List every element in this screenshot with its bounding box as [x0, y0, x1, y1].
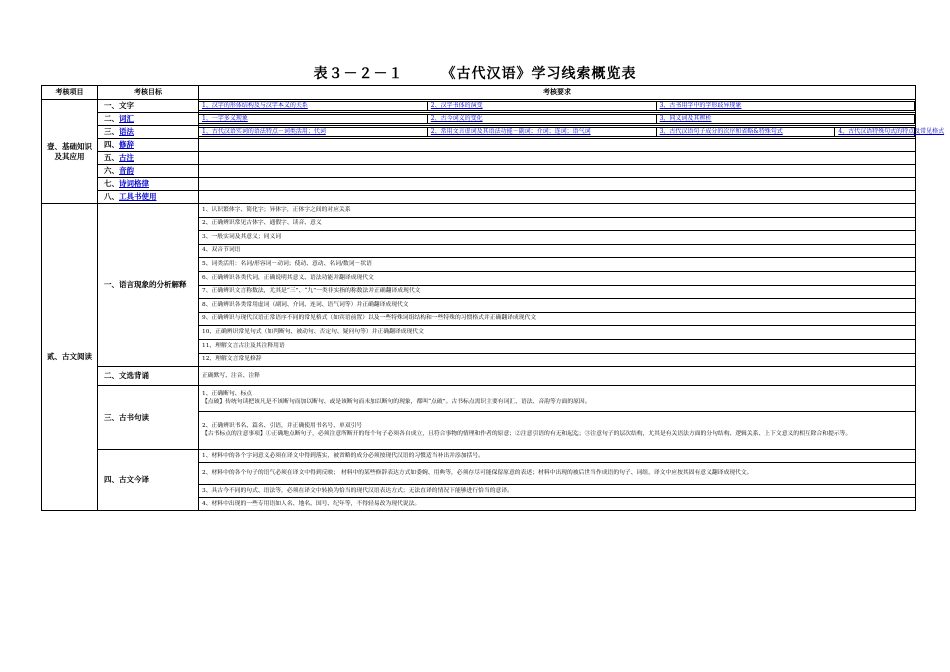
table-row	[42, 178, 916, 191]
category-reading: 贰、古文阅读	[42, 204, 98, 511]
objective-shici: 七、诗词格律	[98, 178, 199, 191]
req-link[interactable]: 3、同义词及其辨析	[656, 115, 914, 124]
requirement-item: 6、正确辨识各类代词，正确说明其意义、语法功能并翻译成现代文	[199, 271, 916, 285]
objective-translation: 四、古文今译	[98, 450, 199, 511]
requirement-item: 1、材料中的各个字词意义必须在译文中得到落实，被省略的成分必须按现代汉语的习惯适当补出并添加括号。	[199, 450, 916, 463]
objective-link[interactable]: 工具书使用	[119, 192, 157, 202]
requirement-note: 【点破】传统句读把该凡是不该断句而加以断句、或是该断句而未加以断句的现象，都叫“点破”。古书标点需识主要有词汇、语法、音韵等方面的原因。	[202, 398, 591, 405]
table-row	[42, 191, 916, 204]
requirement-item: 9、正确辨识与现代汉语正常语序不同的常见格式（如宾语前置）以及一些特殊词组结构和一些特殊的习惯格式并正确翻译成现代文	[199, 312, 916, 326]
objective-xiuci: 四、修辞	[98, 139, 199, 152]
table-row	[42, 367, 916, 386]
requirement-item: 4、双音节词语	[199, 244, 916, 258]
requirement-item: 2、正确辨识常见古体字、通假字、读音、意义	[199, 217, 916, 231]
requirement-item: 10、正确辨识常见句式（如判断句、被动句、否定句、疑问句等）并正确翻译成现代文	[199, 326, 916, 340]
table-row	[42, 450, 916, 463]
req-link[interactable]: 2、常用文言虚词及其语法功能－副词；介词；连词；语气词	[427, 128, 656, 137]
header-item: 考核项目	[42, 86, 98, 100]
objective-gongjushu: 八、工具书使用	[98, 191, 199, 204]
requirement-item: 2、正确辨识书名、篇名、引语，并正确使用书名号、单双引号	[202, 423, 363, 430]
requirement-item: 4、材料中出现的一些专用语如人名、地名、国号、纪年等，不得轻易改为现代说法。	[199, 498, 916, 511]
requirement-note: 【古书标点的注意事项】①正确地点断句子，必须注意所断开的每个句子必须各自成立，且符合事物的情理和作者的原意；②注意引语的有无和起迄；③注意句子的层次结构，尤其是有关语法方面的分句结构、逻辑关系、上下文意义的相互除合和提示等。	[202, 430, 852, 437]
table-row	[42, 204, 916, 218]
requirement-item: 12、理解文言常见修辞	[199, 353, 916, 367]
objective-link[interactable]: 古注	[119, 153, 134, 163]
objective-punctuation: 三、古书句读	[98, 386, 199, 450]
table-header-row	[42, 86, 916, 100]
table-row	[42, 126, 916, 139]
objective-cihui: 二、词汇	[98, 113, 199, 126]
objective-memorize: 二、文选背诵	[98, 367, 199, 386]
table-row	[42, 152, 916, 165]
req-link[interactable]: 2、汉字书体的演变	[427, 102, 656, 111]
requirement-item: 正确默写、注音、注释	[199, 367, 916, 386]
requirement-item: 5、词类活用：名词/形容词－动词；使动、意动、名词/数词－状语	[199, 258, 916, 272]
req-link[interactable]: 3、古代汉语句子成分的次序和省略&特殊句式	[656, 128, 835, 137]
header-requirement: 考核要求	[199, 86, 916, 100]
req-link[interactable]: 1、一字多义现象	[199, 115, 427, 124]
requirement-item: 3、一般实词及其意义；同义词	[199, 231, 916, 245]
table-row	[42, 113, 916, 126]
objective-yufa: 三、语法	[98, 126, 199, 139]
category-basic-knowledge: 壹、基础知识及其应用	[42, 100, 98, 204]
study-overview-table	[41, 85, 945, 511]
requirement-item: 11、理解文言古注及其注释用语	[199, 339, 916, 353]
table-row	[42, 100, 916, 113]
req-link[interactable]: 1、汉字的形体结构及与汉字本义的关系	[199, 102, 427, 111]
requirement-item: 1、正确断句、标点	[202, 391, 253, 398]
objective-link[interactable]: 修辞	[119, 140, 134, 150]
requirement-item: 3、具古今不同的句式、语法等，必须在译文中转换为恰当的现代汉语表达方式；无法直译的情况下能够进行恰当的意译。	[199, 485, 916, 498]
requirement-item: 2、材料中的各个句子的语气必须在译文中得到反映； 材料中的某些修辞表达方式如委婉、用典等，必须存尽可能保留原意的表述；材料中出现的被后世当作成语的句子、词组，译文中应按其固有意义翻译成现代文。	[199, 463, 916, 485]
objective-guzhu: 五、古注	[98, 152, 199, 165]
page-title: 表３－２－１ 《古代汉语》学习线索概览表	[313, 66, 637, 82]
header-objective: 考核目标	[98, 86, 199, 100]
objective-yinyun: 六、音韵	[98, 165, 199, 178]
requirement-item: 7、正确辨识文言称数法，尤其是“三”、“九”一类非实指的称数法并正确翻译成现代文	[199, 285, 916, 299]
objective-link[interactable]: 词汇	[119, 114, 134, 124]
objective-link[interactable]: 音韵	[119, 166, 134, 176]
objective-wenzi: 一、文字	[98, 100, 199, 113]
objective-link[interactable]: 语法	[119, 127, 134, 137]
req-link[interactable]: 2、古今词义的变化	[427, 115, 656, 124]
objective-link[interactable]: 诗词格律	[119, 179, 149, 189]
requirement-item: 8、正确辨识各类常用虚词（副词、介词、连词、语气词等）并正确翻译成现代文	[199, 299, 916, 313]
table-row	[42, 139, 916, 152]
req-link[interactable]: 1、古代汉语实词的语法特点－词类活用；代词	[199, 128, 427, 137]
table-row	[42, 386, 916, 412]
table-row	[42, 165, 916, 178]
objective-analysis: 一、语言现象的分析解释	[98, 204, 199, 367]
requirement-item: 1、认识繁体字、简化字；异体字，正体字之间的对应关系	[199, 204, 916, 218]
req-link[interactable]: 3、古书用字中的字形歧异现象	[656, 102, 914, 111]
req-link[interactable]: 4、古代汉语特殊句式的特点及常见格式	[835, 128, 915, 137]
